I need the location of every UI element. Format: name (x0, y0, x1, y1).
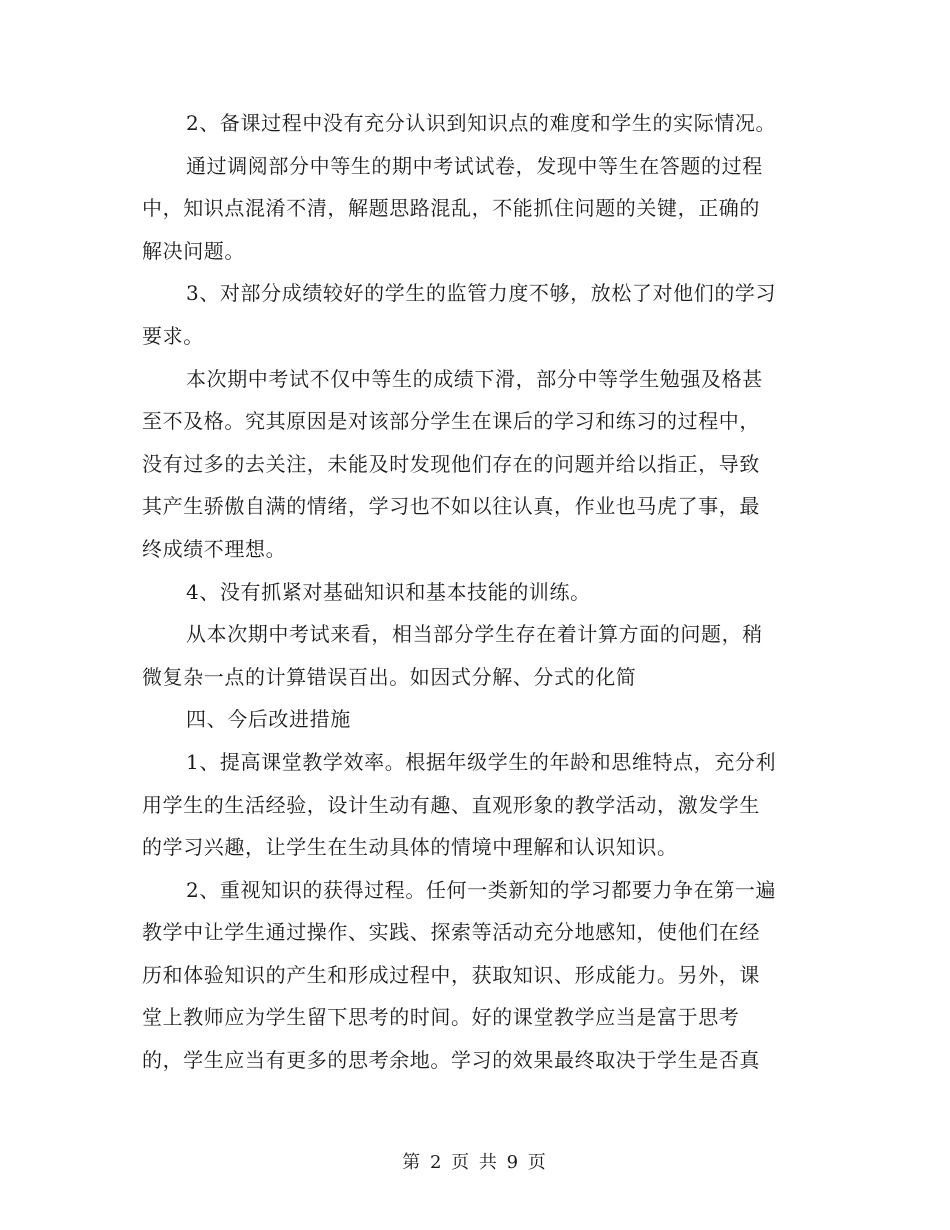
text-line: 终成绩不理想。 (142, 536, 287, 561)
paragraph-supervision (142, 272, 812, 357)
paragraph-efficiency (142, 741, 812, 869)
paragraph-knowledge-process (142, 869, 812, 1082)
document-body (142, 102, 812, 1082)
text-line: 的学习兴趣，让学生在生动具体的情境中理解和认识知识。 (142, 835, 678, 860)
text-line: 3、对部分成绩较好的学生的监管力度不够，放松了对他们的学习 (186, 281, 777, 306)
text-line: 教学中让学生通过操作、实践、探索等活动充分地感知，使他们在经 (142, 920, 760, 945)
paragraph-basic-skills (142, 571, 812, 614)
paragraph-lesson-prep (142, 102, 812, 145)
page-number-footer: 第 2 页 共 9 页 (402, 1152, 548, 1173)
section-heading: 四、今后改进措施 (186, 707, 351, 732)
text-line: 2、备课过程中没有充分认识到知识点的难度和学生的实际情况。 (186, 111, 777, 135)
text-line: 本次期中考试不仅中等生的成绩下滑，部分中等学生勉强及格甚 (186, 366, 763, 391)
text-line: 微复杂一点的计算错误百出。如因式分解、分式的化简 (142, 664, 637, 689)
text-line: 历和体验知识的产生和形成过程中，获取知识、形成能力。另外，课 (142, 962, 760, 987)
text-line: 通过调阅部分中等生的期中考试试卷，发现中等生在答题的过程 (186, 153, 763, 178)
text-line: 1、提高课堂教学效率。根据年级学生的年龄和思维特点，充分利 (186, 749, 777, 774)
text-line: 没有过多的去关注，未能及时发现他们存在的问题并给以指正，导致 (142, 451, 760, 476)
text-line: 堂上教师应为学生留下思考的时间。好的课堂教学应当是富于思考 (142, 1005, 740, 1030)
text-line: 其产生骄傲自满的情绪，学习也不如以往认真，作业也马虎了事，最 (142, 494, 760, 519)
text-line: 的，学生应当有更多的思考余地。学习的效果最终取决于学生是否真 (142, 1048, 760, 1073)
text-line: 4、没有抓紧对基础知识和基本技能的训练。 (186, 579, 591, 604)
paragraph-exam-review (142, 145, 812, 273)
paragraph-grade-decline (142, 358, 812, 571)
text-line: 解决问题。 (142, 238, 245, 263)
text-line: 用学生的生活经验，设计生动有趣、直观形象的教学活动，激发学生 (142, 792, 760, 817)
text-line: 要求。 (142, 323, 204, 348)
text-line: 从本次期中考试来看，相当部分学生存在着计算方面的问题，稍 (186, 622, 763, 647)
text-line: 中，知识点混淆不清，解题思路混乱，不能抓住问题的关键，正确的 (142, 196, 760, 221)
text-line: 2、重视知识的获得过程。任何一类新知的学习都要力争在第一遍 (186, 877, 777, 902)
text-line: 至不及格。究其原因是对该部分学生在课后的学习和练习的过程中， (142, 409, 760, 434)
section-heading-improvements (142, 698, 812, 741)
paragraph-calculation (142, 613, 812, 698)
